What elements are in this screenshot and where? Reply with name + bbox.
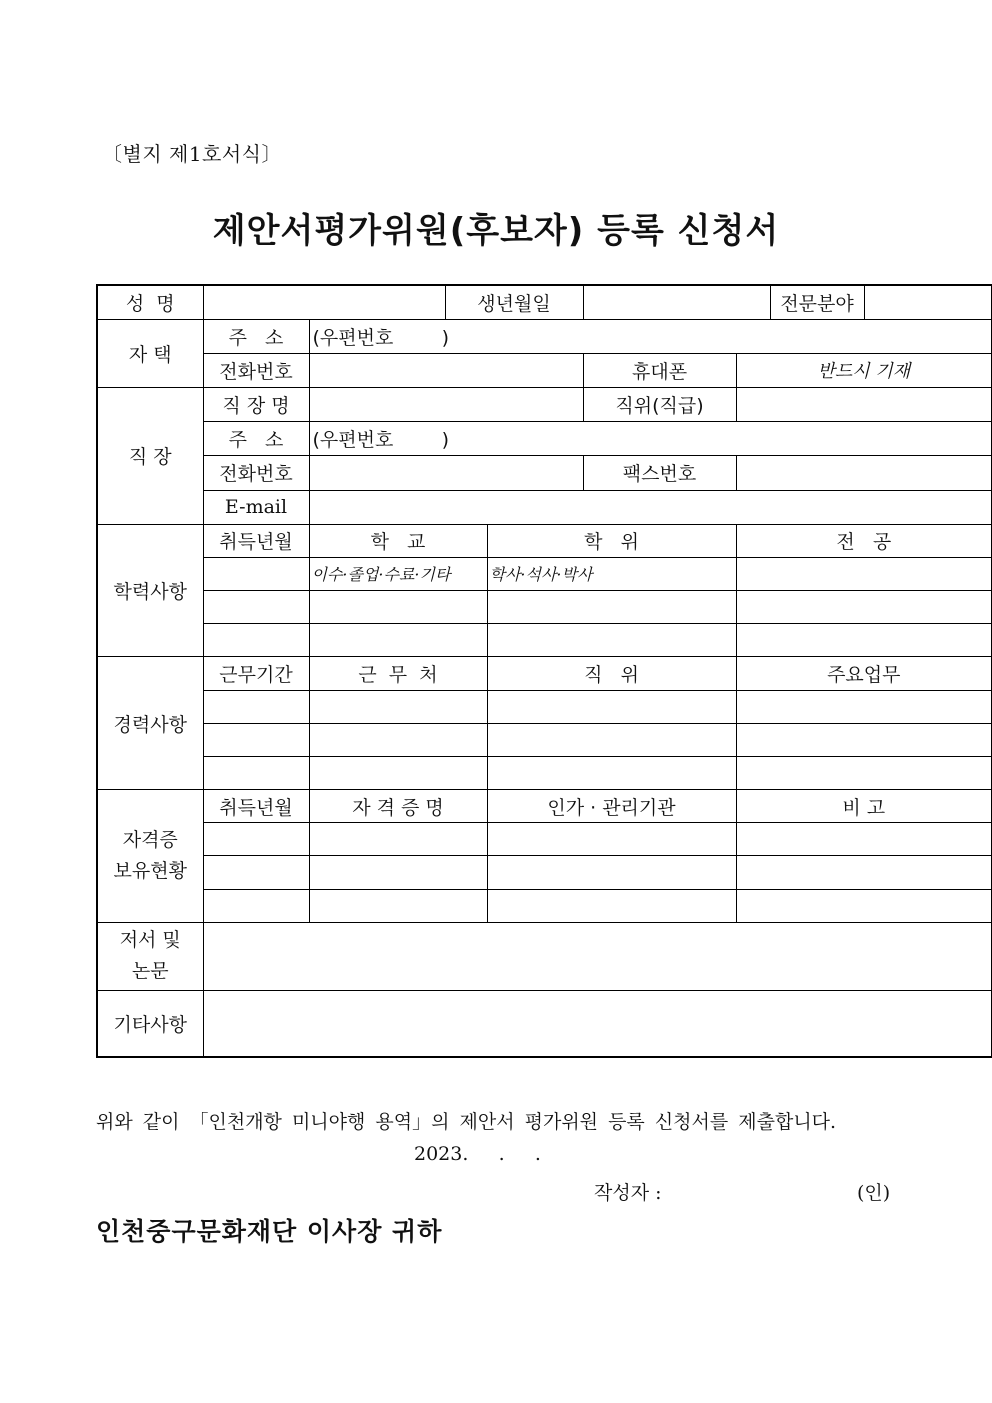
education-header-degree: 학 위: [487, 524, 736, 557]
work-name-input[interactable]: [309, 388, 583, 422]
email-label: E-mail: [203, 490, 309, 524]
career-position-input[interactable]: [487, 723, 736, 756]
work-email-row: [97, 490, 992, 524]
home-address-input[interactable]: (우편번호 ): [309, 319, 992, 353]
education-header-date: 취득년월: [203, 524, 309, 557]
birth-input[interactable]: [583, 285, 770, 319]
work-name-label: 직 장 명: [203, 388, 309, 422]
certificate-issuer-input[interactable]: [487, 889, 736, 922]
career-workplace-input[interactable]: [309, 756, 487, 789]
education-degree-input[interactable]: [487, 624, 736, 657]
career-header-period: 근무기간: [203, 657, 309, 690]
education-school-input[interactable]: [309, 624, 487, 657]
mobile-label: 휴대폰: [583, 353, 736, 387]
certificate-label-line2: 보유현황: [113, 859, 187, 882]
career-workplace-input[interactable]: [309, 723, 487, 756]
home-address-row: [97, 319, 992, 353]
career-duties-input[interactable]: [736, 690, 992, 723]
certificate-date-input[interactable]: [203, 823, 309, 856]
fax-input[interactable]: [736, 456, 992, 490]
home-phone-input[interactable]: [309, 353, 583, 387]
career-position-input[interactable]: [487, 756, 736, 789]
career-row: [97, 723, 992, 756]
personal-row: [97, 285, 992, 319]
certificate-row: [97, 889, 992, 922]
certificate-name-input[interactable]: [309, 823, 487, 856]
seal-label: (인): [857, 1182, 891, 1204]
career-period-input[interactable]: [203, 756, 309, 789]
career-period-input[interactable]: [203, 723, 309, 756]
certificate-issuer-input[interactable]: [487, 823, 736, 856]
email-input[interactable]: [309, 490, 992, 524]
submission-statement: 위와 같이 「인천개항 미니야행 용역」의 제안서 평가위원 등록 신청서를 제출합니다.: [96, 1111, 837, 1133]
education-school-input[interactable]: [309, 591, 487, 624]
career-duties-input[interactable]: [736, 756, 992, 789]
writer-label: 작성자 :: [594, 1182, 662, 1204]
work-phone-label: 전화번호: [203, 456, 309, 490]
career-header-row: [97, 657, 992, 690]
certificate-header-name: 자 격 증 명: [309, 790, 487, 823]
certificate-label-line1: 자격증: [122, 828, 178, 851]
career-period-input[interactable]: [203, 690, 309, 723]
career-header-position: 직 위: [487, 657, 736, 690]
work-address-label: 주 소: [203, 422, 309, 456]
certificate-note-input[interactable]: [736, 889, 992, 922]
other-label: 기타사항: [97, 991, 203, 1057]
education-date-input[interactable]: [203, 624, 309, 657]
publications-label-line1: 저서 및: [119, 929, 181, 952]
publications-input[interactable]: [203, 922, 992, 990]
fax-label: 팩스번호: [583, 456, 736, 490]
education-major-input[interactable]: [736, 557, 992, 590]
education-date-input[interactable]: [203, 591, 309, 624]
attachment-label: 〔별지 제1호서식〕: [102, 142, 283, 166]
certificate-section-label: [97, 790, 203, 923]
work-position-input[interactable]: [736, 388, 992, 422]
registration-form-table: [96, 284, 992, 1058]
certificate-row: [97, 856, 992, 889]
education-row: [97, 591, 992, 624]
home-section-label: 자 택: [97, 319, 203, 387]
career-section-label: 경력사항: [97, 657, 203, 790]
career-workplace-input[interactable]: [309, 690, 487, 723]
certificate-row: [97, 823, 992, 856]
certificate-name-input[interactable]: [309, 889, 487, 922]
mobile-input[interactable]: 반드시 기재: [736, 353, 992, 387]
education-major-input[interactable]: [736, 591, 992, 624]
work-position-label: 직위(직급): [583, 388, 736, 422]
field-input[interactable]: [864, 285, 992, 319]
other-input[interactable]: [203, 991, 992, 1057]
publications-label: [97, 922, 203, 990]
work-phone-input[interactable]: [309, 456, 583, 490]
work-name-row: [97, 388, 992, 422]
recipient: 인천중구문화재단 이사장 귀하: [96, 1217, 443, 1246]
education-school-input[interactable]: 이수·졸업·수료·기타: [309, 557, 487, 590]
home-phone-row: [97, 353, 992, 387]
career-duties-input[interactable]: [736, 723, 992, 756]
publications-label-line2: 논문: [131, 960, 169, 983]
work-address-row: [97, 422, 992, 456]
certificate-note-input[interactable]: [736, 856, 992, 889]
certificate-header-issuer: 인가 · 관리기관: [487, 790, 736, 823]
career-header-duties: 주요업무: [736, 657, 992, 690]
home-phone-label: 전화번호: [203, 353, 309, 387]
education-date-input[interactable]: [203, 557, 309, 590]
education-degree-input[interactable]: [487, 591, 736, 624]
field-label: 전문분야: [770, 285, 864, 319]
education-header-major: 전 공: [736, 524, 992, 557]
education-header-school: 학 교: [309, 524, 487, 557]
work-section-label: 직 장: [97, 388, 203, 525]
career-row: [97, 690, 992, 723]
certificate-header-note: 비 고: [736, 790, 992, 823]
submission-date: 2023. . .: [414, 1143, 541, 1165]
publications-row: [97, 922, 992, 990]
certificate-date-input[interactable]: [203, 889, 309, 922]
education-degree-input[interactable]: 학사·석사·박사: [487, 557, 736, 590]
name-label: 성 명: [97, 285, 203, 319]
name-input[interactable]: [203, 285, 445, 319]
career-row: [97, 756, 992, 789]
certificate-issuer-input[interactable]: [487, 856, 736, 889]
certificate-header-row: [97, 790, 992, 823]
education-row: [97, 624, 992, 657]
work-phone-row: [97, 456, 992, 490]
certificate-date-input[interactable]: [203, 856, 309, 889]
page-title: 제안서평가위원(후보자) 등록 신청서: [212, 211, 780, 251]
career-header-workplace: 근 무 처: [309, 657, 487, 690]
home-address-label: 주 소: [203, 319, 309, 353]
other-row: [97, 991, 992, 1057]
certificate-note-input[interactable]: [736, 823, 992, 856]
education-header-row: [97, 524, 992, 557]
career-position-input[interactable]: [487, 690, 736, 723]
work-address-input[interactable]: (우편번호 ): [309, 422, 992, 456]
education-row: [97, 557, 992, 590]
education-section-label: 학력사항: [97, 524, 203, 657]
certificate-name-input[interactable]: [309, 856, 487, 889]
education-major-input[interactable]: [736, 624, 992, 657]
certificate-header-date: 취득년월: [203, 790, 309, 823]
birth-label: 생년월일: [445, 285, 583, 319]
